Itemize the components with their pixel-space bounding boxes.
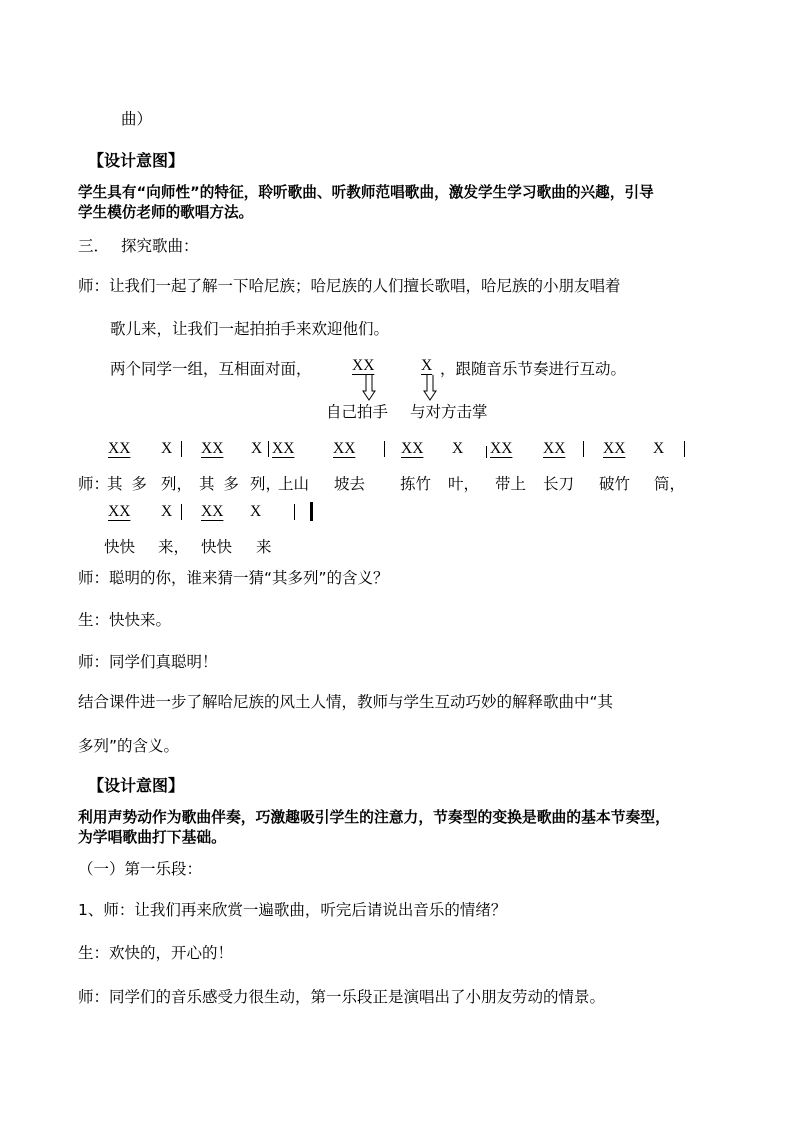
lyrics-prefix: 师： xyxy=(78,475,110,493)
rhythm-note: X xyxy=(251,440,263,457)
bar-line xyxy=(181,441,182,457)
teacher-comment: 师：同学们的音乐感受力很生动，第一乐段正是演唱出了小朋友劳动的情景。 xyxy=(78,988,606,1006)
rhythm-note: XX xyxy=(543,440,566,457)
rhythm-note: XX xyxy=(108,440,131,457)
bar-line xyxy=(583,441,584,457)
combine-line-1: 结合课件进一步了解哈尼族的风土人情，教师与学生互动巧妙的解释歌曲中“其 xyxy=(78,693,614,711)
answer-1: 生：欢快的，开心的！ xyxy=(78,944,234,962)
rhythm-note: X xyxy=(250,503,262,520)
design-intent-heading-1: 【设计意图】 xyxy=(88,151,185,170)
bar-line xyxy=(684,441,685,457)
rhythm-note: XX xyxy=(603,440,626,457)
rhythm-intro-prefix: 两个同学一组，互相面对面， xyxy=(110,360,312,378)
rhythm-note: XX xyxy=(201,503,224,520)
rhythm-intro-suffix: ，跟随音乐节奏进行互动。 xyxy=(440,360,627,378)
lyric: 带上 xyxy=(495,475,527,493)
down-arrow-icon xyxy=(362,375,376,401)
lyric: 其 多 xyxy=(107,475,147,493)
lyric: 来， xyxy=(158,538,190,556)
design-intent-1-line-2: 学生模仿老师的歌唱方法。 xyxy=(78,204,254,221)
lyric: 来 xyxy=(256,538,272,556)
lyric: 其 多 xyxy=(199,475,239,493)
lyric: 破竹 xyxy=(599,475,631,493)
lyric: 长刀 xyxy=(543,475,575,493)
question-1: 1、师：让我们再来欣赏一遍歌曲，听完后请说出音乐的情绪？ xyxy=(78,901,507,919)
lyric: 筒， xyxy=(654,475,686,493)
note-partner-clap: 与对方击掌 xyxy=(410,403,488,421)
rhythm-note: X xyxy=(653,440,665,457)
dialogue-line: 师：同学们真聪明！ xyxy=(78,653,218,671)
lyric: 快快 xyxy=(201,538,233,556)
combine-line-2: 多列”的含义。 xyxy=(78,737,180,755)
rhythm-note: XX xyxy=(333,440,356,457)
bar-line xyxy=(294,504,295,520)
lyric: 坡去 xyxy=(334,475,366,493)
bar-line xyxy=(181,504,182,520)
section-title: 探究歌曲： xyxy=(121,237,199,255)
rhythm-note: XX xyxy=(201,440,224,457)
final-bar-line xyxy=(310,502,313,521)
rhythm-note: XX xyxy=(490,440,513,457)
lyric: 快快 xyxy=(104,538,136,556)
rhythm-note: X xyxy=(452,440,464,457)
lyric: 叶， xyxy=(448,475,480,493)
rhythm-note: XX xyxy=(108,503,131,520)
design-intent-heading-2: 【设计意图】 xyxy=(88,776,185,795)
rhythm-note: X xyxy=(161,503,173,520)
design-intent-2-line-2: 为学唱歌曲打下基础。 xyxy=(78,829,226,846)
rhythm-xx-symbol: XX xyxy=(352,357,375,374)
lyric: 列， xyxy=(250,475,282,493)
section-number: 三． xyxy=(78,237,110,255)
subsection-heading: （一）第一乐段： xyxy=(78,860,203,878)
bar-line xyxy=(384,441,385,457)
teacher-intro-line-2: 歌儿来，让我们一起拍拍手来欢迎他们。 xyxy=(110,320,390,338)
lyric: 列， xyxy=(161,475,193,493)
rhythm-note: XX xyxy=(401,440,424,457)
rhythm-x-symbol: X xyxy=(421,357,433,374)
bar-line xyxy=(486,446,487,458)
note-self-clap: 自己拍手 xyxy=(326,403,389,421)
rhythm-note: XX xyxy=(272,440,295,457)
lyric: 拣竹 xyxy=(400,475,432,493)
teacher-intro-line-1: 师：让我们一起了解一下哈尼族；哈尼族的人们擅长歌唱，哈尼族的小朋友唱着 xyxy=(78,277,621,295)
continued-line: 曲） xyxy=(121,110,153,128)
dialogue-line: 师：聪明的你，谁来猜一猜“其多列”的含义？ xyxy=(78,569,389,587)
down-arrow-icon xyxy=(423,375,437,401)
rhythm-note: X xyxy=(161,440,173,457)
lyric: 上山 xyxy=(278,475,310,493)
bar-line xyxy=(268,441,269,457)
dialogue-line: 生：快快来。 xyxy=(78,611,172,629)
design-intent-1-line-1: 学生具有“向师性”的特征，聆听歌曲、听教师范唱歌曲，激发学生学习歌曲的兴趣，引导 xyxy=(78,184,654,201)
design-intent-2-line-1: 利用声势动作为歌曲伴奏，巧激趣吸引学生的注意力，节奏型的变换是歌曲的基本节奏型， xyxy=(78,809,670,826)
